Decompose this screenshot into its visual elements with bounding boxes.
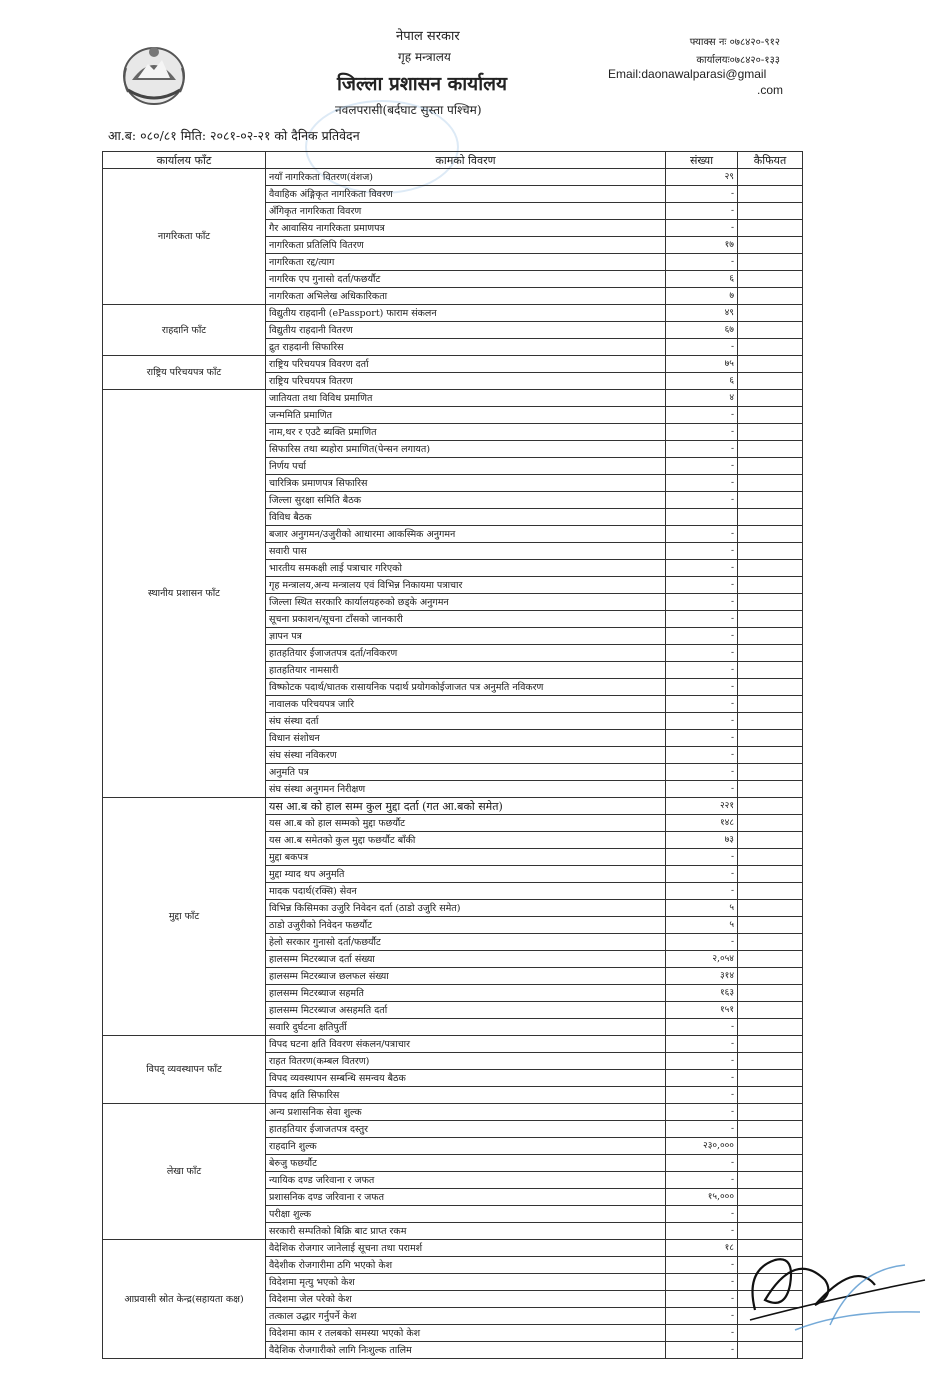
task-description: तत्काल उद्धार गर्नुपर्ने केश <box>266 1308 666 1325</box>
task-remarks <box>738 203 803 220</box>
task-count: २,०५४ <box>666 951 738 968</box>
officer-signature-icon <box>735 1240 935 1340</box>
task-description: यस आ.ब को हाल सम्म कुल मुद्दा दर्ता (गत आ.बको समेत) <box>266 798 666 815</box>
task-description: जन्ममिति प्रमाणित <box>266 407 666 424</box>
table-row <box>103 169 803 186</box>
table-row <box>103 1104 803 1121</box>
task-count: - <box>666 866 738 883</box>
email-address <box>608 66 783 98</box>
task-remarks <box>738 492 803 509</box>
task-description: यस आ.ब समेतको कुल मुद्दा फछर्यौट बाँकी <box>266 832 666 849</box>
task-remarks <box>738 1070 803 1087</box>
task-description: वैवाहिक अंङ्गिकृत नागरिकता विवरण <box>266 186 666 203</box>
table-row <box>103 1240 803 1257</box>
column-header-task: कामको विवरण <box>266 152 666 169</box>
task-count <box>666 509 738 526</box>
task-remarks <box>738 220 803 237</box>
task-count: २२१ <box>666 798 738 815</box>
task-remarks <box>738 645 803 662</box>
task-count: ६७ <box>666 322 738 339</box>
task-count: - <box>666 611 738 628</box>
task-count: ४९ <box>666 305 738 322</box>
task-count: १४८ <box>666 815 738 832</box>
task-count: ७ <box>666 288 738 305</box>
task-count: - <box>666 1104 738 1121</box>
task-description: राष्ट्रिय परिचयपत्र विवरण दर्ता <box>266 356 666 373</box>
task-count: - <box>666 203 738 220</box>
task-description: न्यायिक दण्ड जरिवाना र जफत <box>266 1172 666 1189</box>
task-remarks <box>738 713 803 730</box>
table-row <box>103 305 803 322</box>
task-description: राष्ट्रिय परिचयपत्र वितरण <box>266 373 666 390</box>
task-count: ७५ <box>666 356 738 373</box>
task-count: - <box>666 747 738 764</box>
government-name: नेपाल सरकार <box>396 29 460 44</box>
task-count: - <box>666 560 738 577</box>
task-description: संघ संस्था नविकरण <box>266 747 666 764</box>
task-remarks <box>738 747 803 764</box>
task-description: मुद्दा बकपत्र <box>266 849 666 866</box>
task-remarks <box>738 696 803 713</box>
table-row <box>103 390 803 407</box>
report-table-body <box>103 169 803 1359</box>
task-description: अन्य प्रशासनिक सेवा शुल्क <box>266 1104 666 1121</box>
section-name: राहदानि फाँट <box>103 305 266 356</box>
task-count: - <box>666 339 738 356</box>
column-header-section: कार्यालय फाँट <box>103 152 266 169</box>
task-remarks <box>738 509 803 526</box>
task-description: विष्फोटक पदार्थ/घातक रासायनिक पदार्थ प्रयोगकोईजाजत पत्र अनुमति नविकरण <box>266 679 666 696</box>
task-count: - <box>666 220 738 237</box>
task-count: ७३ <box>666 832 738 849</box>
task-description: हालसम्म मिटरब्याज असहमति दर्ता <box>266 1002 666 1019</box>
task-count: - <box>666 781 738 798</box>
task-description: नाम,थर र एउटै ब्यक्ति प्रमाणित <box>266 424 666 441</box>
task-count: - <box>666 543 738 560</box>
task-description: विविध बैठक <box>266 509 666 526</box>
report-title: आ.ब: ०८०/८१ मिति: २०८१-०२-२१ को दैनिक प्रतिवेदन <box>108 128 360 143</box>
task-remarks <box>738 815 803 832</box>
task-description: मादक पदार्थ(रक्सि) सेवन <box>266 883 666 900</box>
task-description: परीक्षा शुल्क <box>266 1206 666 1223</box>
nepal-emblem-icon <box>118 40 190 110</box>
task-description: हालसम्म मिटरब्याज सहमति <box>266 985 666 1002</box>
task-count: ४ <box>666 390 738 407</box>
task-remarks <box>738 849 803 866</box>
task-remarks <box>738 594 803 611</box>
task-description: वैदेशिक रोजगारीको लागि निःशुल्क तालिम <box>266 1342 666 1359</box>
task-description: हातहतियार नामसारी <box>266 662 666 679</box>
office-name: जिल्ला प्रशासन कार्यालय <box>337 73 508 95</box>
task-count: - <box>666 1223 738 1240</box>
task-remarks <box>738 356 803 373</box>
office-phone: कार्यालयः०७८४२०-१३३ <box>696 55 780 66</box>
task-count: - <box>666 1274 738 1291</box>
task-description: विपद व्यवस्थापन सम्बन्धि समन्वय बैठक <box>266 1070 666 1087</box>
task-remarks <box>738 611 803 628</box>
section-name: लेखा फाँट <box>103 1104 266 1240</box>
section-name: राष्ट्रिय परिचयपत्र फाँट <box>103 356 266 390</box>
task-count: ६ <box>666 271 738 288</box>
task-count: - <box>666 186 738 203</box>
task-description: नावालक परिचयपत्र जारि <box>266 696 666 713</box>
task-description: भारतीय समकक्षी लाई पत्राचार गरिएको <box>266 560 666 577</box>
task-remarks <box>738 798 803 815</box>
task-remarks <box>738 1172 803 1189</box>
task-description: निर्णय पर्चा <box>266 458 666 475</box>
task-remarks <box>738 560 803 577</box>
section-name: नागरिकता फाँट <box>103 169 266 305</box>
task-remarks <box>738 475 803 492</box>
task-description: सूचना प्रकाशन/सूचना टाँसको जानकारी <box>266 611 666 628</box>
column-header-count: संख्या <box>666 152 738 169</box>
task-count: - <box>666 849 738 866</box>
task-remarks <box>738 458 803 475</box>
task-description: हातहतियार ईजाजतपत्र दर्ता/नविकरण <box>266 645 666 662</box>
task-remarks <box>738 254 803 271</box>
task-remarks <box>738 764 803 781</box>
task-description: बजार अनुगमन/उजुरीको आधारमा आकस्मिक अनुगमन <box>266 526 666 543</box>
task-count: - <box>666 1172 738 1189</box>
task-count: - <box>666 662 738 679</box>
task-count: - <box>666 1257 738 1274</box>
task-description: ठाडो उजुरीको निवेदन फछर्यौट <box>266 917 666 934</box>
task-description: नागरिकता अभिलेख अधिकारिकता <box>266 288 666 305</box>
task-remarks <box>738 577 803 594</box>
task-description: जिल्ला सुरक्षा समिति बैठक <box>266 492 666 509</box>
task-count: - <box>666 577 738 594</box>
task-count: - <box>666 1087 738 1104</box>
task-description: विधान संशोधन <box>266 730 666 747</box>
task-count: - <box>666 424 738 441</box>
task-description: यस आ.ब को हाल सम्मको मुद्दा फछर्यौट <box>266 815 666 832</box>
task-count: - <box>666 1308 738 1325</box>
task-description: विदेशमा जेल परेको केश <box>266 1291 666 1308</box>
task-description: बेरुजु फछर्यौट <box>266 1155 666 1172</box>
task-description: द्रुत राहदानी सिफारिस <box>266 339 666 356</box>
task-remarks <box>738 628 803 645</box>
task-count: २३०,००० <box>666 1138 738 1155</box>
task-remarks <box>738 866 803 883</box>
task-remarks <box>738 1223 803 1240</box>
task-remarks <box>738 390 803 407</box>
task-remarks <box>738 339 803 356</box>
task-remarks <box>738 373 803 390</box>
task-count: २९ <box>666 169 738 186</box>
section-name: आप्रवासी स्रोत केन्द्र(सहायता कक्ष) <box>103 1240 266 1359</box>
task-remarks <box>738 441 803 458</box>
task-remarks <box>738 424 803 441</box>
task-description: वैदेशीक रोजगारीमा ठगि भएको केश <box>266 1257 666 1274</box>
task-count: - <box>666 441 738 458</box>
task-count: ६ <box>666 373 738 390</box>
task-count: - <box>666 1342 738 1359</box>
task-count: - <box>666 475 738 492</box>
task-count: - <box>666 1121 738 1138</box>
task-count: - <box>666 628 738 645</box>
task-remarks <box>738 526 803 543</box>
task-description: सवारी पास <box>266 543 666 560</box>
task-remarks <box>738 271 803 288</box>
task-description: संघ संस्था अनुगमन निरीक्षण <box>266 781 666 798</box>
section-name: मुद्दा फाँट <box>103 798 266 1036</box>
task-count: - <box>666 713 738 730</box>
task-remarks <box>738 951 803 968</box>
task-description: सरकारी सम्पतिको बिक्रि बाट प्राप्त रकम <box>266 1223 666 1240</box>
task-count: - <box>666 1291 738 1308</box>
task-remarks <box>738 1104 803 1121</box>
task-count: - <box>666 492 738 509</box>
task-remarks <box>738 1155 803 1172</box>
task-remarks <box>738 407 803 424</box>
section-name: विपद् व्यवस्थापन फाँट <box>103 1036 266 1104</box>
task-count: - <box>666 679 738 696</box>
email-line-1: Email:daonawalparasi@gmail <box>608 67 767 81</box>
table-row <box>103 798 803 815</box>
ministry-name: गृह मन्त्रालय <box>398 50 451 64</box>
task-count: - <box>666 934 738 951</box>
task-description: विपद घटना क्षति विवरण संकलन/पत्राचार <box>266 1036 666 1053</box>
task-remarks <box>738 305 803 322</box>
task-remarks <box>738 781 803 798</box>
task-count: - <box>666 254 738 271</box>
task-description: हालसम्म मिटरब्याज दर्ता संख्या <box>266 951 666 968</box>
task-count: १५,००० <box>666 1189 738 1206</box>
task-count: १७ <box>666 237 738 254</box>
task-count: - <box>666 458 738 475</box>
task-description: विदेशमा काम र तलबको समस्या भएको केश <box>266 1325 666 1342</box>
task-remarks <box>738 1138 803 1155</box>
task-description: चारित्रिक प्रमाणपत्र सिफारिस <box>266 475 666 492</box>
task-remarks <box>738 322 803 339</box>
district-name: नवलपरासी(बर्दघाट सुस्ता पश्चिम) <box>335 103 482 117</box>
task-remarks <box>738 543 803 560</box>
task-description: विद्युतीय राहदानी वितरण <box>266 322 666 339</box>
task-count: - <box>666 883 738 900</box>
task-count: - <box>666 594 738 611</box>
task-remarks <box>738 288 803 305</box>
task-count: ५ <box>666 917 738 934</box>
task-description: हालसम्म मिटरब्याज छलफल संख्या <box>266 968 666 985</box>
task-count: - <box>666 1206 738 1223</box>
task-description: हेलो सरकार गुनासो दर्ता/फछर्यौट <box>266 934 666 951</box>
task-description: विभिन्न किसिमका उजुरि निवेदन दर्ता (ठाडो उजुरि समेत) <box>266 900 666 917</box>
task-remarks <box>738 1121 803 1138</box>
task-count: - <box>666 1155 738 1172</box>
table-header-row <box>103 152 803 169</box>
task-count: - <box>666 526 738 543</box>
task-description: राहत वितरण(कम्बल वितरण) <box>266 1053 666 1070</box>
task-remarks <box>738 968 803 985</box>
task-description: ज्ञापन पत्र <box>266 628 666 645</box>
task-remarks <box>738 679 803 696</box>
email-line-2: .com <box>756 83 783 97</box>
task-remarks <box>738 169 803 186</box>
task-description: गैर आवासिय नागरिकता प्रमाणपत्र <box>266 220 666 237</box>
task-count: - <box>666 1325 738 1342</box>
task-count: १५१ <box>666 1002 738 1019</box>
task-count: - <box>666 1070 738 1087</box>
task-description: अनुमति पत्र <box>266 764 666 781</box>
task-description: सिफारिस तथा ब्यहोरा प्रमाणित(पेन्सन लगायत) <box>266 441 666 458</box>
task-description: नागरिकता प्रतिलिपि वितरण <box>266 237 666 254</box>
task-description: हातहतियार ईजाजतपत्र दस्तुर <box>266 1121 666 1138</box>
section-name: स्थानीय प्रशासन फाँट <box>103 390 266 798</box>
task-remarks <box>738 900 803 917</box>
task-description: विदेशमा मृत्यु भएको केश <box>266 1274 666 1291</box>
task-description: नयाँ नागरिकता वितरण(वंशज) <box>266 169 666 186</box>
task-remarks <box>738 917 803 934</box>
task-description: राहदानि शुल्क <box>266 1138 666 1155</box>
table-row <box>103 356 803 373</box>
task-remarks <box>738 883 803 900</box>
task-description: मुद्दा म्याद थप अनुमति <box>266 866 666 883</box>
task-description: संघ संस्था दर्ता <box>266 713 666 730</box>
task-description: प्रशासनिक दण्ड जरिवाना र जफत <box>266 1189 666 1206</box>
task-count: - <box>666 696 738 713</box>
task-remarks <box>738 985 803 1002</box>
task-remarks <box>738 662 803 679</box>
daily-report-table <box>102 151 803 1359</box>
task-count: - <box>666 1019 738 1036</box>
task-count: १८ <box>666 1240 738 1257</box>
task-count: - <box>666 730 738 747</box>
table-row <box>103 1036 803 1053</box>
task-count: - <box>666 1036 738 1053</box>
task-remarks <box>738 1036 803 1053</box>
task-description: गृह मन्त्रालय,अन्य मन्त्रालय एवं विभिन्न निकायमा पत्राचार <box>266 577 666 594</box>
task-description: जिल्ला स्थित सरकारि कार्यालयहरुको छड्के अनुगमन <box>266 594 666 611</box>
task-remarks <box>738 237 803 254</box>
task-count: ५ <box>666 900 738 917</box>
task-description: नागरिक एप गुनासो दर्ता/फछर्यौट <box>266 271 666 288</box>
task-remarks <box>738 1206 803 1223</box>
task-description: विपद क्षति सिफारिस <box>266 1087 666 1104</box>
task-remarks <box>738 1002 803 1019</box>
task-remarks <box>738 730 803 747</box>
task-remarks <box>738 934 803 951</box>
task-description: सवारि दुर्घटना क्षतिपुर्ती <box>266 1019 666 1036</box>
task-remarks <box>738 1342 803 1359</box>
task-description: वैदेशिक रोजगार जानेलाई सूचना तथा परामर्श <box>266 1240 666 1257</box>
task-remarks <box>738 1019 803 1036</box>
task-count: १६३ <box>666 985 738 1002</box>
task-description: अँगिकृत नागरिकता विवरण <box>266 203 666 220</box>
column-header-remarks: कैफियत <box>738 152 803 169</box>
task-description: विद्युतीय राहदानी (ePassport) फाराम संकलन <box>266 305 666 322</box>
task-remarks <box>738 1087 803 1104</box>
task-remarks <box>738 1053 803 1070</box>
task-description: जातियता तथा विविध प्रमाणित <box>266 390 666 407</box>
task-count: - <box>666 407 738 424</box>
task-count: - <box>666 645 738 662</box>
task-remarks <box>738 186 803 203</box>
fax-number: फ्याक्स नः ०७८४२०-९१२ <box>689 37 780 48</box>
task-remarks <box>738 832 803 849</box>
task-count: - <box>666 764 738 781</box>
task-count: ३१४ <box>666 968 738 985</box>
task-count: - <box>666 1053 738 1070</box>
task-remarks <box>738 1189 803 1206</box>
task-description: नागरिकता रद्द/त्याग <box>266 254 666 271</box>
